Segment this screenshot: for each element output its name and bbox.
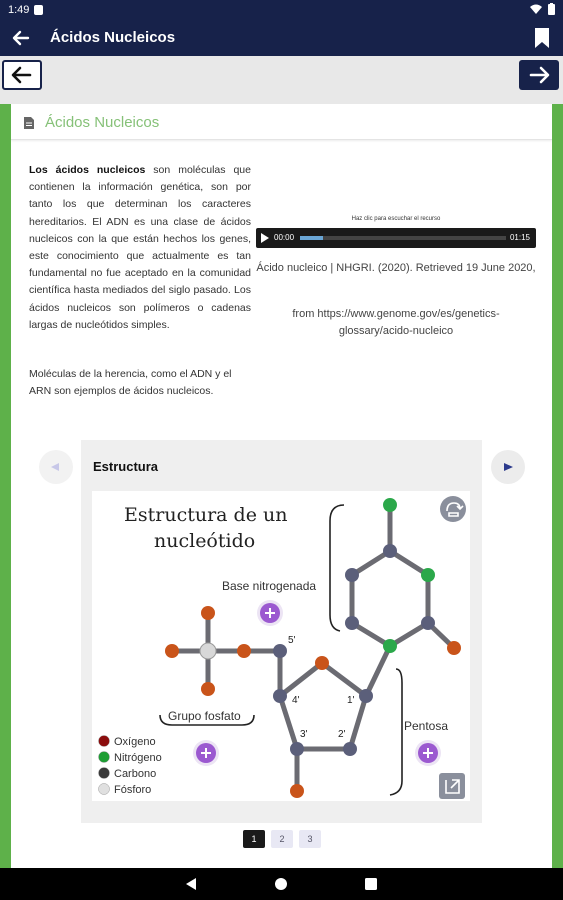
diagram-heading-2: nucleótido (154, 530, 256, 552)
intro-paragraph (29, 162, 251, 334)
legend-label: Carbono (114, 768, 157, 780)
phosphate-label: Grupo fosfato (168, 709, 241, 723)
hotspot-pentose[interactable] (415, 740, 441, 766)
legend-label: Fósforo (114, 784, 152, 796)
system-home-icon[interactable] (274, 877, 288, 891)
carousel-prev-button[interactable] (39, 450, 73, 484)
carbon-2-label: 2' (338, 729, 346, 740)
notification-icon (34, 5, 43, 15)
carousel (81, 440, 482, 823)
audio-seek-bar[interactable] (300, 236, 506, 240)
status-bar (0, 0, 563, 20)
pentose-bracket (390, 669, 402, 795)
system-back-icon[interactable] (184, 877, 198, 891)
hotspot-phosphate[interactable] (193, 740, 219, 766)
status-time: 1:49 (8, 4, 30, 16)
intro-text: son moléculas que contienen la información genética, son por tanto los que determinan los caracteres hereditarios. El ADN es una clase de ácidos nucleicos con la que están hechos los genes, este conocimiento que actualmente es tan fundamental no fue aceptado en la comunidad científica hasta mediados del siglo pasado. Los ácidos nucleicos son polímeros o cadenas largas de nucleótidos simples. (29, 164, 251, 331)
intro-term: Los ácidos nucleicos (29, 164, 146, 176)
citation-line-1: Ácido nucleico | NHGRI. (2020). Retrieved 19 June 2020, (256, 262, 536, 274)
atom-legend (99, 736, 162, 797)
carousel-next-button[interactable] (491, 450, 525, 484)
base-label: Base nitrogenada (222, 579, 317, 593)
second-paragraph: Moléculas de la herencia, como el ADN y el ARN son ejemplos de ácidos nucleicos. (29, 368, 232, 398)
diagram-heading-1: Estructura de un (124, 504, 288, 526)
base-bracket (330, 505, 344, 631)
legend-label: Nitrógeno (114, 752, 162, 764)
carbon-4-label: 4' (292, 695, 300, 706)
next-button[interactable] (519, 60, 559, 90)
play-icon[interactable] (261, 233, 269, 243)
carbon-3-label: 3' (300, 729, 308, 740)
carbon-1-label: 1' (347, 695, 355, 706)
legend-swatch (99, 752, 110, 763)
bookmark-icon[interactable] (533, 27, 551, 49)
arrow-left-icon (4, 62, 40, 88)
audio-duration: 01:15 (509, 233, 530, 242)
document-icon (23, 116, 35, 130)
system-nav-bar (0, 868, 563, 900)
legend-swatch (99, 736, 110, 747)
card-title: Ácidos Nucleicos (45, 114, 160, 131)
pager-page-3[interactable]: 3 (299, 830, 321, 848)
content-card (11, 104, 552, 868)
wifi-icon (530, 4, 542, 15)
nucleotide-diagram (92, 491, 470, 801)
rotate-button[interactable] (440, 496, 466, 522)
nav-row (0, 56, 563, 104)
audio-caption: Haz clic para escuchar el recurso (351, 216, 441, 222)
previous-button[interactable] (2, 60, 42, 90)
arrow-left-icon[interactable] (10, 27, 32, 49)
card-header (11, 104, 552, 140)
carousel-pager (243, 830, 321, 848)
legend-swatch (99, 768, 110, 779)
hotspot-base[interactable] (257, 600, 283, 626)
audio-current-time: 00:00 (274, 233, 295, 242)
legend-label: Oxígeno (114, 736, 156, 748)
audio-progress (300, 236, 323, 240)
battery-icon (548, 3, 555, 15)
open-external-button[interactable] (439, 773, 465, 799)
legend-swatch (99, 784, 110, 795)
pentose-label: Pentosa (404, 719, 449, 733)
citation-line-2: from https://www.genome.gov/es/genetics-glossary/acido-nucleico (292, 308, 500, 337)
pager-page-1[interactable]: 1 (243, 830, 265, 848)
carousel-title: Estructura (93, 459, 159, 474)
system-recents-icon[interactable] (365, 878, 377, 890)
page-title: Ácidos Nucleicos (50, 29, 176, 46)
arrow-right-icon (519, 60, 559, 90)
triangle-right-icon (491, 450, 525, 484)
carbon-5-label: 5' (288, 635, 296, 646)
nucleotide-svg (92, 491, 470, 801)
app-bar (0, 20, 563, 56)
audio-player[interactable] (256, 228, 536, 248)
pager-page-2[interactable]: 2 (271, 830, 293, 848)
triangle-left-icon (39, 450, 73, 484)
